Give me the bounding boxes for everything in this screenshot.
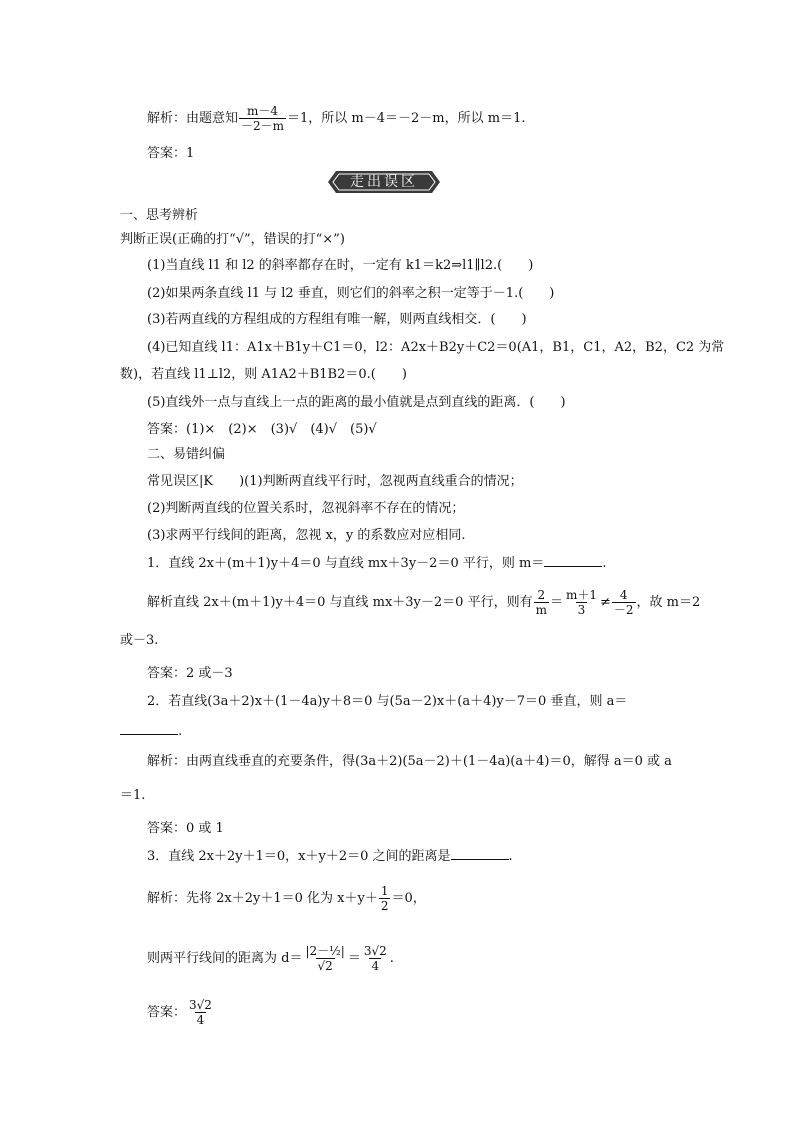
judge-item-5: (5)直线外一点与直线上一点的距离的最小值就是点到直线的距离．( ) (147, 395, 566, 410)
section-banner (328, 171, 440, 193)
question-1-analysis: 解析直线 2x＋(m＋1)y＋4＝0 与直线 mx＋3y－2＝0 平行，则有 $\frac{2}{m}$ ＝ $\frac{m+1}{3}$ ≠ $\frac{4}{-2}$ ，故 m＝2 (147, 588, 701, 617)
fraction-denominator: 2 (380, 899, 389, 913)
fraction (564, 588, 599, 617)
judge-item-4-cont: 数)，若直线 l1⊥l2，则 A1A2＋B1B2＝0.( ) (120, 367, 407, 382)
section2-heading: 二、易错纠偏 (147, 447, 226, 462)
judge-item-3: (3)若两直线的方程组成的方程组有唯一解，则两直线相交．( ) (147, 312, 527, 327)
common-error-3: (3)求两平行线间的距离，忽视 x，y 的系数应对应相同. (147, 528, 466, 543)
fraction-numerator: 2 (537, 588, 546, 602)
question-2-analysis: 解析：由两直线垂直的充要条件，得(3a＋2)(5a－2)＋(1－4a)(a＋4)＝0，解得 a＝0 或 a (147, 754, 672, 769)
judge-item-1: (1)当直线 l1 和 l2 的斜率都存在时，一定有 k1＝k2⇒l1∥l2.( ) (147, 258, 534, 273)
analysis-suffix: ＝1，所以 m－4＝－2－m，所以 m＝1. (287, 111, 526, 126)
distance-prefix: 则两平行线间的距离为 d＝ (147, 951, 303, 966)
question-3-analysis (147, 884, 426, 913)
answer-label: 答案： (147, 1005, 187, 1020)
question-1-answer: 答案：2 或－3 (147, 666, 233, 681)
analysis-prefix: 解析：由题意知 (147, 111, 239, 126)
analysis-suffix: ＝0， (391, 891, 426, 906)
fraction (534, 588, 549, 617)
top-analysis (147, 104, 526, 133)
question-3-distance: 则两平行线间的距离为 d＝ $\frac{\text{|2－½|}}{√2}$ ＝ $\frac{3√2}{4}$ . (147, 944, 394, 973)
analysis-prefix: 解析直线 2x＋(m＋1)y＋4＝0 与直线 mx＋3y－2＝0 平行，则有 (147, 595, 533, 610)
fraction-numerator: m－4 (247, 104, 279, 118)
question-3-stem: 3．直线 2x＋2y＋1＝0，x＋y＋2＝0 之间的距离是 (147, 849, 451, 864)
fraction-denominator: －2－m (241, 119, 285, 133)
common-error-1: 常见误区|K )(1)判断两直线平行时，忽视两直线重合的情况； (147, 474, 523, 489)
section1-heading: 一、思考辨析 (120, 208, 199, 223)
equals-sign: ＝ (347, 951, 361, 966)
analysis-suffix: ，故 m＝2 (636, 595, 701, 610)
fraction-denominator: 3 (577, 603, 586, 617)
fraction-numerator: 3√2 (363, 944, 387, 958)
fraction-denominator: √2 (317, 959, 333, 973)
fraction-numerator: 4 (619, 588, 628, 602)
answer-blank (544, 554, 602, 567)
judge-item-2: (2)如果两条直线 l1 与 l2 垂直，则它们的斜率之积一定等于－1.( ) (147, 286, 555, 301)
fraction-denominator: 4 (371, 959, 380, 973)
top-answer: 答案：1 (147, 146, 195, 161)
question-2-analysis-cont: ＝1. (120, 788, 146, 803)
question-3: 3．直线 2x＋2y＋1＝0，x＋y＋2＝0 之间的距离是 . (147, 849, 513, 864)
fraction (239, 104, 286, 133)
fraction (379, 884, 391, 913)
banner-title: 走出误区 (350, 174, 418, 190)
fraction (362, 944, 389, 973)
fraction (612, 588, 636, 617)
fraction (187, 998, 214, 1027)
question-2-answer: 答案：0 或 1 (147, 821, 224, 836)
fraction-numerator: 1 (380, 884, 389, 898)
question-2: 2．若直线(3a＋2)x＋(1－4a)y＋8＝0 与(5a－2)x＋(a＋4)y－7＝0 垂直，则 a＝ (147, 694, 628, 709)
question-1: 1．直线 2x＋(m＋1)y＋4＝0 与直线 mx＋3y－2＝0 平行，则 m＝ . (147, 556, 607, 571)
section1-instruction: 判断正误(正确的打“√”，错误的打“×”) (120, 232, 345, 247)
question-1-stem: 1．直线 2x＋(m＋1)y＋4＝0 与直线 mx＋3y－2＝0 平行，则 m＝ (147, 556, 545, 571)
section1-answer: 答案：(1)× (2)× (3)√ (4)√ (5)√ (147, 422, 377, 437)
analysis-prefix: 解析：先将 2x＋2y＋1＝0 化为 x＋y＋ (147, 891, 378, 906)
fraction (303, 944, 346, 973)
question-3-answer (147, 998, 215, 1027)
fraction-numerator: m＋1 (565, 588, 597, 602)
judge-item-4: (4)已知直线 l1：A1x＋B1y＋C1＝0，l2：A2x＋B2y＋C2＝0(A1，B1，C1，A2，B2，C2 为常 (147, 340, 725, 355)
question-1-analysis-cont: 或－3. (120, 633, 159, 648)
fraction-numerator: |2－½| (305, 944, 345, 958)
fraction-denominator: m (535, 603, 547, 617)
fraction-denominator: －2 (613, 603, 634, 617)
fraction-denominator: 4 (196, 1013, 205, 1027)
answer-blank (120, 722, 178, 735)
fraction-numerator: 3√2 (189, 998, 212, 1012)
answer-blank (451, 847, 509, 860)
common-error-2: (2)判断两直线的位置关系时，忽视斜率不存在的情况； (147, 501, 465, 516)
question-2-blank-line: . (120, 722, 182, 741)
